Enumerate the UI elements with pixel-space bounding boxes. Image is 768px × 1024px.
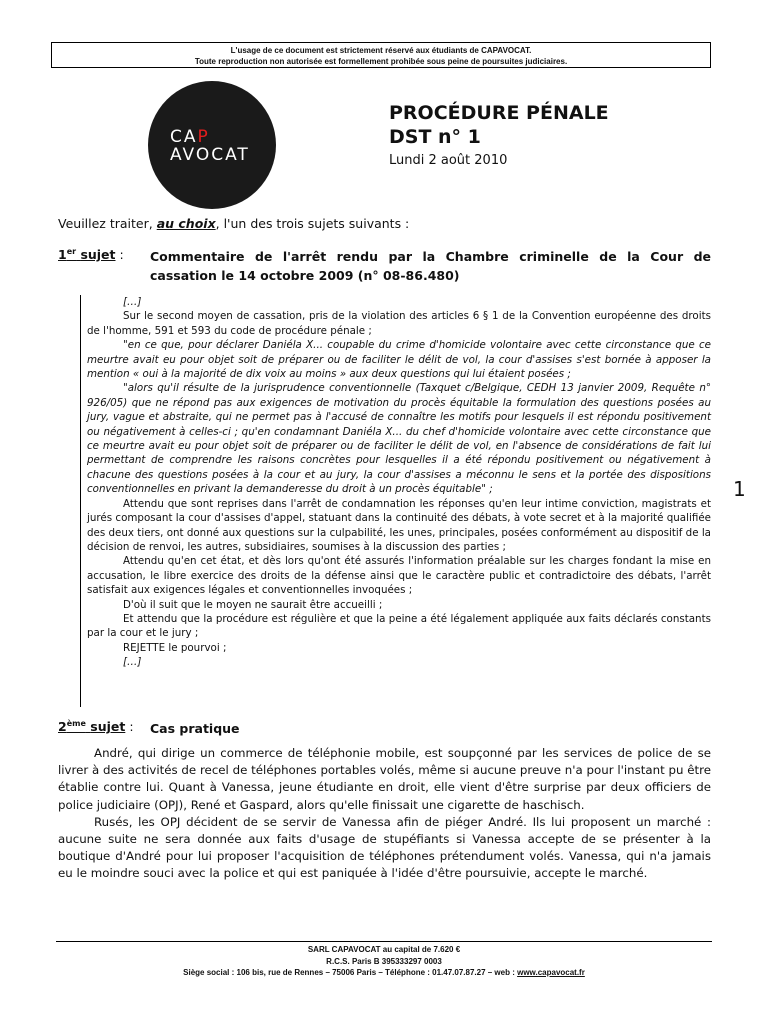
logo-line1a: CA <box>170 127 198 147</box>
quote-paragraph: […] <box>123 296 142 308</box>
footer-website-link[interactable]: www.capavocat.fr <box>517 968 585 977</box>
page-number: 1 <box>733 477 746 501</box>
quote-paragraph: REJETTE le pourvoi ; <box>123 641 227 654</box>
footer-company: SARL CAPAVOCAT au capital de 7.620 € <box>307 945 461 954</box>
usage-notice-line2: Toute reproduction non autorisée est formellement prohibée sous peine de poursuites judiciaires. <box>194 57 568 66</box>
subject1-title: Commentaire de l'arrêt rendu par la Chambre criminelle de la Cour de cassation le 14 octobre 2009 (n° 08-86.480) <box>150 249 711 283</box>
usage-notice-line1: L'usage de ce document est strictement réservé aux étudiants de CAPAVOCAT. <box>230 46 532 55</box>
document-date: Lundi 2 août 2010 <box>389 153 508 168</box>
subject1-number: 1er sujet : <box>58 247 124 263</box>
intro-after: , l'un des trois sujets suivants : <box>215 216 410 231</box>
quote-paragraph: Sur le second moyen de cassation, pris de la violation des articles 6 § 1 de la Convention européenne des droits de l'homme, 591 et 593 du code de procédure pénale ; <box>87 310 711 337</box>
quote-paragraph: "alors qu'il résulte de la jurisprudence conventionnelle (Taxquet c/Belgique, CEDH 13 janvier 2009, Requête n° 926/05) que ne répond pas aux exigences de motivation du procès équitable la formulation des questions posées au jury, vague et abstraite, qui ne permet pas à l'accusé de connaître les motifs pour lesquels il est répondu positivement ou négativement à celles-ci ; qu'en condamnant Daniéla X... du chef d'homicide volontaire avec cette circonstance que ce meurtre avait eu pour objet soit de préparer ou de faciliter le délit de vol, en l'absence de considérations de fait lui permettant de comprendre les raisons concrètes pour lesquelles il a été répondu positivement ou négativement à chacune des questions posées à la cour et au jury, la cour d'assises a méconnu le sens et la portée des dispositions conventionnelles en privant la demanderesse du droit à un procès équitable" ; <box>87 382 711 496</box>
subject2-number: 2ème sujet : <box>58 719 134 735</box>
capavocat-logo <box>148 81 276 209</box>
footer-address: Siège social : 106 bis, rue de Rennes – 75006 Paris – Téléphone : 01.47.07.87.27 – web : www.capavocat.fr <box>183 968 585 977</box>
case-paragraph: Rusés, les OPJ décident de se servir de Vanessa afin de piéger André. Ils lui proposent un marché : aucune suite ne sera donnée aux faits d'usage de stupéfiants si Vanessa accepte de se présenter à la boutique d'André pour lui proposer l'acquisition de téléphones prétendument volés. Vanessa, qui n'a jamais eu le moindre souci avec la police et qui est paniquée à l'idée d'être poursuivie, accepte le marché. <box>58 814 711 881</box>
intro-instruction <box>58 216 409 231</box>
footer <box>56 944 712 979</box>
document-title-block <box>389 101 609 168</box>
document-subtitle: DST n° 1 <box>389 126 481 148</box>
intro-before: Veuillez traiter, <box>58 216 157 231</box>
quote-paragraph: […] <box>123 656 142 669</box>
quote-paragraph: Et attendu que la procédure est régulière et que la peine a été légalement appliquée aux faits déclarés constants par la cour et le jury ; <box>87 612 711 640</box>
logo-line2: AVOCAT <box>170 145 250 165</box>
quote-paragraph: D'où il suit que le moyen ne saurait être accueilli ; <box>123 598 383 611</box>
quote-paragraph: Attendu que sont reprises dans l'arrêt de condamnation les réponses qu'en leur intime conviction, magistrats et jurés composant la cour d'assises d'appel, statuant dans la continuité des débats, à vote secret et à la majorité qualifiée des deux tiers, ont donné aux questions sur la culpabilité, les unes, principales, posées conformément au dispositif de la décision de renvoi, les autres, subsidiaires, soumises à la discussion des parties ; <box>87 497 711 553</box>
quote-paragraph: "en ce que, pour déclarer Daniéla X... coupable du crime d'homicide volontaire avec cette circonstance que ce meurtre avait eu pour objet soit de préparer ou de faciliter le délit de vol, la cour d'assises s'est bornée à apposer la mention « oui à la majorité de dix voix au moins » aux deux questions qui lui étaient posées ; <box>87 339 711 381</box>
logo-line1b: P <box>197 127 210 147</box>
case-paragraph: André, qui dirige un commerce de téléphonie mobile, est soupçonné par les services de police de se livrer à des activités de recel de téléphones portables volés, même si aucune preuve n'a pour l'instant pu être établie contre lui. Quant à Vanessa, jeune étudiante en droit, elle vient d'être surprise par deux officiers de police judiciaire (OPJ), René et Gaspard, alors qu'elle finissait une cigarette de haschisch. <box>58 746 711 812</box>
document-title: PROCÉDURE PÉNALE <box>389 102 609 124</box>
case-study-text <box>58 745 711 883</box>
quote-paragraph: Attendu qu'en cet état, et dès lors qu'ont été assurés l'information préalable sur les charges fondant la mise en accusation, le libre exercice des droits de la défense ainsi que le caractère public et contradictoire des débats, l'arrêt satisfait aux exigences légales et conventionnelles invoquées ; <box>87 555 711 597</box>
footer-rcs: R.C.S. Paris B 395333297 0003 <box>326 956 442 966</box>
logo-text <box>170 128 250 164</box>
footer-divider <box>56 941 712 942</box>
usage-notice-box <box>51 42 711 68</box>
subject2-title: Cas pratique <box>150 721 240 736</box>
intro-emphasis: au choix <box>156 216 216 231</box>
judgment-excerpt <box>80 295 711 707</box>
